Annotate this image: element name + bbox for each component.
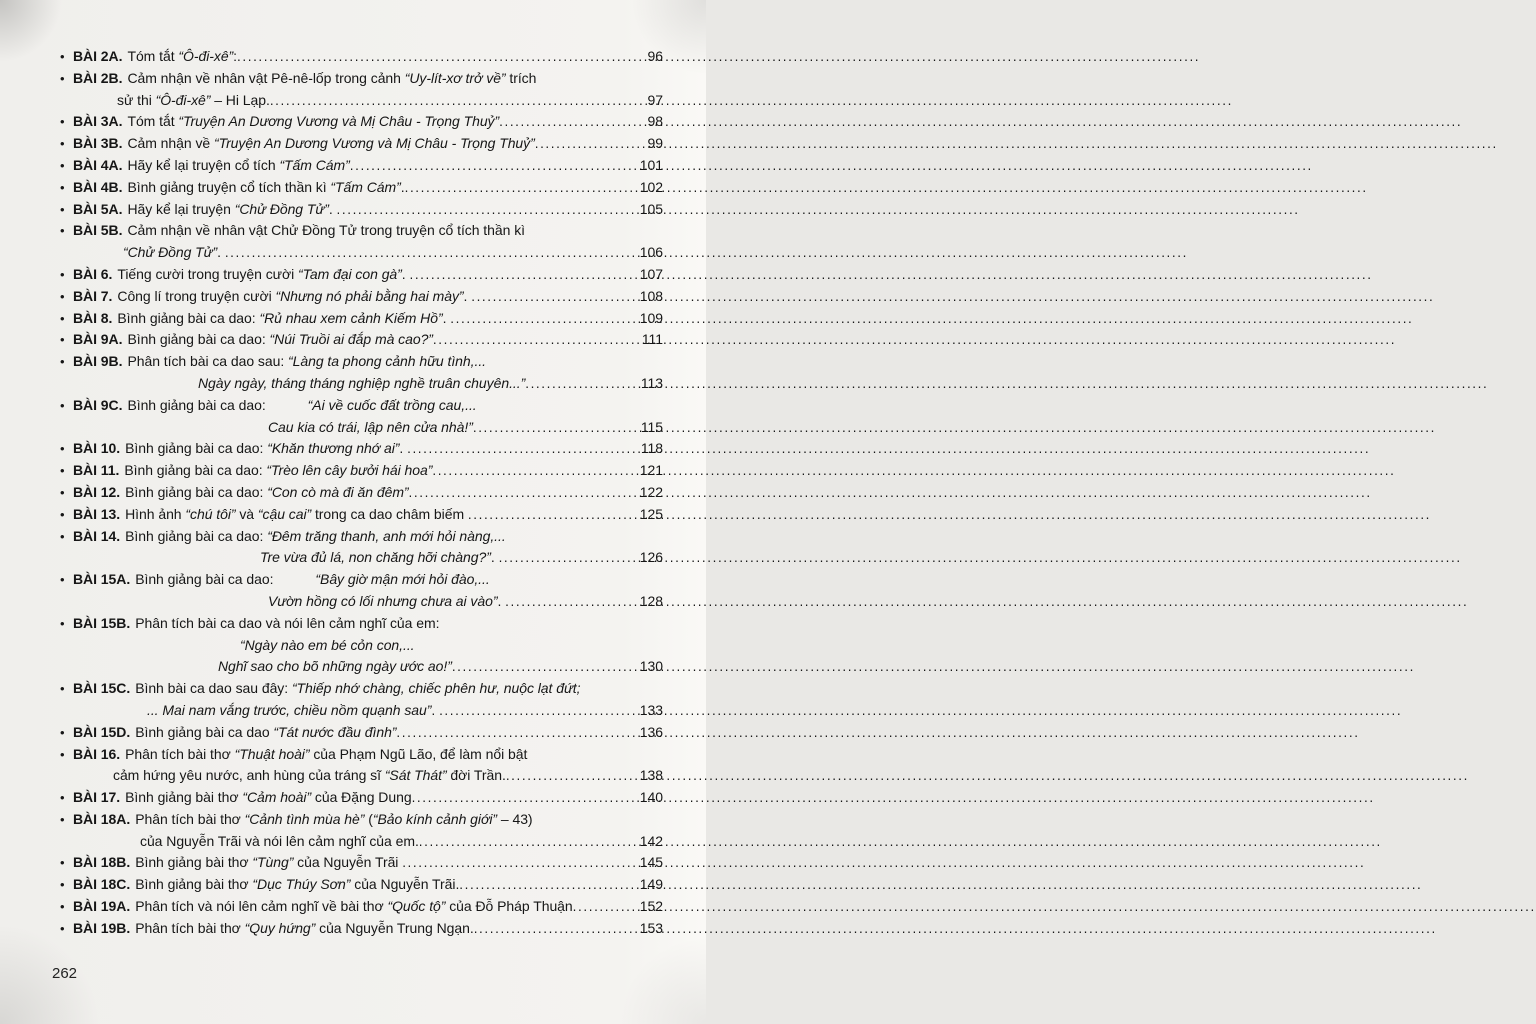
entry-page-number: 101 (639, 156, 663, 173)
dot-leader (225, 242, 639, 264)
toc-line (73, 765, 663, 787)
toc-line (60, 896, 663, 918)
entry-text-segment: trong ca dao châm biếm (311, 505, 468, 522)
toc-line (73, 656, 663, 678)
entry-text-segment: “Núi Truồi ai đắp mà cao?” (269, 331, 433, 348)
entry-text-segment: “Bây giờ mận mới hỏi đào,... (315, 571, 490, 588)
entry-text-segment: ... Mai nam vắng trước, chiều nồm quạnh sau” (147, 701, 432, 718)
entry-text-segment: – Hi Lạp. (210, 91, 270, 108)
entry-page-number: 122 (639, 483, 663, 500)
entry-text-segment: Công lí trong truyện cười (117, 287, 276, 304)
entry-text-segment: . (217, 244, 225, 261)
entry-label: BÀI 9C. (73, 396, 123, 413)
entry-text-segment: Cảm nhận về nhân vật Chử Đồng Tử trong truyện cổ tích thần kì (127, 222, 525, 239)
entry-text-segment: Tóm tắt (127, 48, 179, 64)
entry-page-number: 133 (639, 701, 663, 718)
scanned-page (0, 0, 706, 1024)
entry-page-number: 99 (647, 135, 663, 152)
dot-leader (525, 373, 640, 395)
entry-label: BÀI 16. (73, 745, 121, 762)
entry-text-segment: . (328, 200, 337, 217)
bullet-icon: • (60, 310, 65, 326)
toc-line (73, 90, 663, 112)
bullet-icon: • (60, 811, 65, 827)
entry-text-segment: Phân tích bài thơ (135, 810, 245, 827)
bullet-icon: • (60, 855, 65, 871)
entry-page-number: 145 (639, 854, 663, 871)
entry-text-segment: . (399, 440, 408, 457)
dot-leader (350, 155, 639, 177)
entry-text-segment: “Tùng” (252, 854, 294, 871)
entry-page-number: 118 (640, 440, 663, 457)
entry-page-number: 102 (639, 178, 663, 195)
bullet-icon: • (60, 397, 65, 413)
entry-page-number: 125 (639, 505, 663, 522)
entry-page-number: 149 (639, 876, 663, 893)
entry-text-segment: của Nguyễn Trãi. (350, 876, 460, 893)
entry-text-segment: Phân tích bài thơ (125, 745, 235, 762)
dot-leader (506, 765, 639, 787)
entry-page-number: 106 (639, 244, 663, 261)
entry-label: BÀI 2A. (73, 48, 123, 64)
entry-text-segment: “Tát nước đầu đình” (273, 723, 397, 740)
entry-text-segment: . (490, 549, 499, 566)
entry-text-segment: Phân tích bài thơ (135, 919, 245, 936)
entry-page-number: 130 (639, 658, 663, 675)
toc-line (73, 547, 663, 569)
entry-text-segment: “Ô-đi-xê” (155, 91, 211, 108)
entry-text-segment: “Truyện An Dương Vương và Mị Châu - Trọng Thuỷ” (214, 135, 535, 152)
entry-page-number: 152 (635, 898, 663, 915)
bullet-icon: • (60, 441, 65, 457)
entry-text-segment: “Cảm hoài” (242, 789, 312, 806)
toc-line (60, 351, 663, 373)
entry-label: BÀI 5A. (73, 200, 123, 217)
entry-page-number: 140 (639, 789, 663, 806)
entry-text-segment: của Nguyễn Trung Ngạn. (315, 919, 474, 936)
toc-line (73, 635, 663, 657)
bullet-icon: • (60, 266, 65, 282)
toc-line (60, 329, 663, 351)
entry-label: BÀI 15B. (73, 614, 131, 631)
bullet-icon: • (60, 288, 65, 304)
entry-text-segment: “Quốc tộ” (387, 898, 446, 915)
entry-page-number: 98 (647, 113, 663, 130)
entry-page-number: 142 (639, 832, 663, 849)
entry-text-segment: “Truyện An Dương Vương và Mị Châu - Trọng Thuỷ” (178, 113, 500, 130)
entry-label: BÀI 17. (73, 789, 121, 806)
entry-text-segment: . (401, 265, 410, 282)
entry-text-segment: . (442, 309, 451, 326)
entry-text-segment: “Tam đại con gà” (298, 265, 402, 282)
entry-text-segment: Tiếng cười trong truyện cười (117, 265, 299, 282)
bullet-icon: • (60, 463, 65, 479)
bullet-icon: • (60, 572, 65, 588)
entry-text-segment: “Cảnh tình mùa hè” (244, 810, 365, 827)
toc-line (60, 68, 663, 90)
bullet-icon: • (60, 506, 65, 522)
entry-text-segment: trích (505, 69, 537, 86)
entry-text-segment: . (463, 287, 472, 304)
dot-leader (439, 700, 639, 722)
toc-line (60, 220, 663, 242)
entry-text-segment: “Tấm Cám” (330, 178, 401, 195)
entry-text-segment: của Đỗ Pháp Thuận (445, 898, 573, 915)
dot-leader (237, 46, 647, 68)
entry-text-segment: Bình giảng bài ca dao (135, 723, 274, 740)
bullet-icon: • (60, 201, 65, 217)
toc-line (60, 199, 663, 221)
toc-line (73, 373, 663, 395)
entry-text-segment: . (400, 178, 405, 195)
entry-text-segment: Phân tích bài ca dao và nói lên cảm nghĩ của em: (135, 614, 440, 631)
entry-label: BÀI 18A. (73, 810, 131, 827)
entry-text-segment: sử thi (117, 91, 156, 108)
entry-label: BÀI 18C. (73, 876, 131, 893)
bullet-icon: • (60, 70, 65, 86)
entry-text-segment: “Thuật hoài” (234, 745, 310, 762)
entry-text-segment: Bình giảng bài ca dao: (124, 462, 267, 479)
entry-text-segment: Bình giảng truyện cổ tích thần kì (127, 178, 331, 195)
dot-leader (433, 329, 641, 351)
entry-text-segment: Hình ảnh (125, 505, 186, 522)
dot-leader (468, 504, 639, 526)
dot-leader (499, 111, 646, 133)
toc-line (60, 569, 663, 591)
entry-text-segment: Bình giảng bài ca dao: (125, 483, 268, 500)
entry-label: BÀI 15A. (73, 571, 131, 588)
entry-label: BÀI 19A. (73, 898, 131, 915)
entry-label: BÀI 14. (73, 527, 121, 544)
dot-leader (270, 90, 647, 112)
entry-label: BÀI 15C. (73, 680, 131, 697)
dot-leader (459, 874, 639, 896)
dot-leader (432, 460, 638, 482)
entry-text-segment: Vườn hồng có lối nhưng chưa ai vào” (268, 592, 498, 609)
bullet-icon: • (60, 877, 65, 893)
entry-text-segment: “Ô-đi-xê” (178, 48, 234, 64)
toc-line (73, 591, 663, 613)
entry-text-segment: “chú tôi” (185, 505, 236, 522)
entry-text-segment: “cậu cai” (257, 505, 312, 522)
bullet-icon: • (60, 899, 65, 915)
entry-text-segment: Bình giảng bài thơ (135, 854, 253, 871)
toc-line (73, 417, 663, 439)
entry-text-segment: Bình giảng bài ca dao: (135, 571, 274, 588)
entry-label: BÀI 10. (73, 440, 121, 457)
dot-leader (396, 722, 638, 744)
entry-page-number: 97 (647, 91, 663, 108)
toc-line (60, 809, 663, 831)
dot-leader (505, 591, 639, 613)
entry-text-segment: Cảm nhận về nhân vật Pê-nê-lốp trong cảnh (127, 69, 405, 86)
entry-text-segment: Bình giảng bài ca dao: (127, 331, 270, 348)
dot-leader (402, 852, 639, 874)
entry-text-segment: Bình bài ca dao sau đây: (135, 680, 292, 697)
entry-text-segment: Bình giảng bài ca dao: (125, 527, 268, 544)
toc-line (60, 155, 663, 177)
entry-page-number: 121 (639, 462, 663, 479)
entry-text-segment: “Khăn thương nhớ ai” (267, 440, 400, 457)
entry-text-segment: “Quy hứng” (244, 919, 316, 936)
entry-label: BÀI 11. (73, 462, 120, 479)
entry-text-segment: Cau kia có trái, lập nên cửa nhà!” (268, 418, 473, 435)
bullet-icon: • (60, 681, 65, 697)
entry-page-number: 96 (647, 48, 663, 64)
toc-line (60, 111, 663, 133)
entry-text-segment: Bình giảng bài ca dao: (117, 309, 260, 326)
entry-text-segment: Hãy kể lại truyện (127, 200, 235, 217)
toc-line (60, 678, 663, 700)
entry-text-segment: ( (364, 810, 373, 827)
entry-text-segment: Cảm nhận về (127, 135, 214, 152)
toc-line (60, 286, 663, 308)
entry-label: BÀI 9A. (73, 331, 123, 348)
toc-line (60, 133, 663, 155)
dot-leader (471, 286, 639, 308)
toc-line (60, 613, 663, 635)
toc-line (60, 874, 663, 896)
toc-line (60, 526, 663, 548)
entry-page-number: 153 (639, 919, 663, 936)
entry-text-segment: “Đêm trăng thanh, anh mới hỏi nàng,... (267, 527, 506, 544)
entry-label: BÀI 12. (73, 483, 121, 500)
dot-leader (409, 264, 638, 286)
entry-text-segment: “Thiếp nhớ chàng, chiếc phên hư, nuộc lạt đứt; (291, 680, 581, 697)
bullet-icon: • (60, 49, 65, 64)
dot-leader (573, 896, 635, 918)
entry-label: BÀI 3A. (73, 113, 123, 130)
dot-leader (409, 482, 639, 504)
entry-text-segment: “Dục Thúy Sơn” (252, 876, 351, 893)
dot-leader (452, 656, 639, 678)
entry-text-segment: “Chử Đồng Tử” (234, 200, 329, 217)
toc-line (60, 46, 663, 68)
page-number: 262 (52, 965, 78, 982)
toc-line (60, 482, 663, 504)
toc-line (60, 852, 663, 874)
entry-page-number: 138 (639, 767, 663, 784)
entry-page-number: 126 (639, 549, 663, 566)
entry-page-number: 105 (639, 200, 663, 217)
dot-leader (405, 177, 639, 199)
dot-leader (407, 438, 640, 460)
entry-text-segment: Hãy kể lại truyện cổ tích (127, 156, 280, 173)
entry-text-segment: “Chử Đồng Tử” (123, 244, 218, 261)
entry-text-segment: “Trèo lên cây bưởi hái hoa” (266, 462, 433, 479)
entry-text-segment: “Làng ta phong cảnh hữu tình,... (288, 353, 487, 370)
toc-list (60, 46, 663, 940)
entry-text-segment: Tre vừa đủ lá, non chăng hỡi chàng?” (260, 549, 491, 566)
toc-line (60, 308, 663, 330)
entry-text-segment: Ngày ngày, tháng tháng nghiệp nghề truân chuyên...” (198, 374, 526, 391)
entry-label: BÀI 4A. (73, 156, 123, 173)
bullet-icon: • (60, 615, 65, 631)
toc-line (60, 918, 663, 940)
toc-line (73, 242, 663, 264)
entry-label: BÀI 9B. (73, 353, 123, 370)
entry-text-segment: : (233, 48, 238, 64)
entry-text-segment: “Sát Thát” (384, 767, 447, 784)
dot-leader (473, 417, 640, 439)
entry-page-number: 113 (640, 374, 663, 391)
toc-line (60, 460, 663, 482)
toc-line (60, 504, 663, 526)
entry-text-segment: Bình giảng bài ca dao: (127, 396, 266, 413)
entry-text-segment: Bình giảng bài ca dao: (125, 440, 268, 457)
dot-leader (412, 787, 639, 809)
toc-line (60, 438, 663, 460)
bullet-icon: • (60, 223, 65, 239)
entry-text-segment: – 43) (497, 810, 533, 827)
entry-text-segment: “Uy-lít-xơ trở về” (404, 69, 506, 86)
entry-text-segment: Tóm tắt (127, 113, 179, 130)
entry-text-segment: “Ai về cuốc đất trồng cau,... (307, 396, 477, 413)
bullet-icon: • (60, 157, 65, 173)
entry-page-number: 107 (639, 265, 663, 282)
entry-label: BÀI 7. (73, 287, 113, 304)
entry-label: BÀI 5B. (73, 222, 123, 239)
entry-label: BÀI 18B. (73, 854, 131, 871)
entry-text-segment: của Phạm Ngũ Lão, để làm nổi bật (309, 745, 528, 762)
entry-text-segment: và (235, 505, 258, 522)
bullet-icon: • (60, 136, 65, 152)
toc-line (60, 787, 663, 809)
entry-text-segment: “Ngày nào em bé cỏn con,... (240, 636, 415, 653)
entry-text-segment: “Con cò mà đi ăn đêm” (267, 483, 409, 500)
entry-text-segment: Bình giảng bài thơ (125, 789, 243, 806)
entry-label: BÀI 15D. (73, 723, 131, 740)
toc-line (60, 722, 663, 744)
dot-leader (450, 308, 639, 330)
entry-text-segment: của Nguyễn Trãi (293, 854, 403, 871)
toc-line (73, 700, 663, 722)
entry-label: BÀI 13. (73, 505, 121, 522)
entry-page-number: 111 (641, 331, 663, 348)
toc-line (60, 395, 663, 417)
entry-label: BÀI 4B. (73, 178, 123, 195)
entry-text-segment: “Tấm Cám” (279, 156, 350, 173)
dot-leader (499, 547, 639, 569)
bullet-icon: • (60, 114, 65, 130)
toc-line (60, 744, 663, 766)
bullet-icon: • (60, 354, 65, 370)
entry-label: BÀI 19B. (73, 919, 131, 936)
dot-leader (535, 133, 647, 155)
dot-leader (337, 199, 639, 221)
entry-text-segment: của Đặng Dung (311, 789, 412, 806)
entry-label: BÀI 6. (73, 265, 113, 282)
entry-label: BÀI 2B. (73, 69, 123, 86)
entry-text-segment: “Bảo kính cảnh giới” (372, 810, 498, 827)
bullet-icon: • (60, 484, 65, 500)
entry-text-segment: “Nhưng nó phải bằng hai mày” (275, 287, 464, 304)
entry-page-number: 109 (639, 309, 663, 326)
dot-leader (419, 831, 639, 853)
bullet-icon: • (60, 332, 65, 348)
entry-text-segment: của Nguyễn Trãi và nói lên cảm nghĩ của em. (140, 832, 419, 849)
entry-page-number: 108 (639, 287, 663, 304)
entry-text-segment: “Rủ nhau xem cảnh Kiếm Hồ” (259, 309, 443, 326)
entry-text-segment: Phân tích bài ca dao sau: (127, 353, 289, 370)
dot-leader (474, 918, 639, 940)
entry-text-segment: Nghĩ sao cho bõ những ngày ước ao!” (218, 658, 452, 675)
bullet-icon: • (60, 724, 65, 740)
entry-label: BÀI 3B. (73, 135, 123, 152)
entry-page-number: 128 (639, 592, 663, 609)
bullet-icon: • (60, 179, 65, 195)
entry-page-number: 136 (639, 723, 663, 740)
toc-line (60, 177, 663, 199)
entry-text-segment: Bình giảng bài thơ (135, 876, 253, 893)
entry-text-segment: . (431, 701, 440, 718)
entry-page-number: 115 (640, 418, 663, 435)
toc-line (60, 264, 663, 286)
bullet-icon: • (60, 746, 65, 762)
bullet-icon: • (60, 920, 65, 936)
entry-text-segment: Phân tích và nói lên cảm nghĩ về bài thơ (135, 898, 388, 915)
entry-text-segment: cảm hứng yêu nước, anh hùng của tráng sĩ (113, 767, 385, 784)
toc-line (73, 831, 663, 853)
bullet-icon: • (60, 790, 65, 806)
entry-text-segment: . (497, 592, 506, 609)
bullet-icon: • (60, 528, 65, 544)
entry-text-segment: đời Trần. (446, 767, 506, 784)
entry-label: BÀI 8. (73, 309, 113, 326)
